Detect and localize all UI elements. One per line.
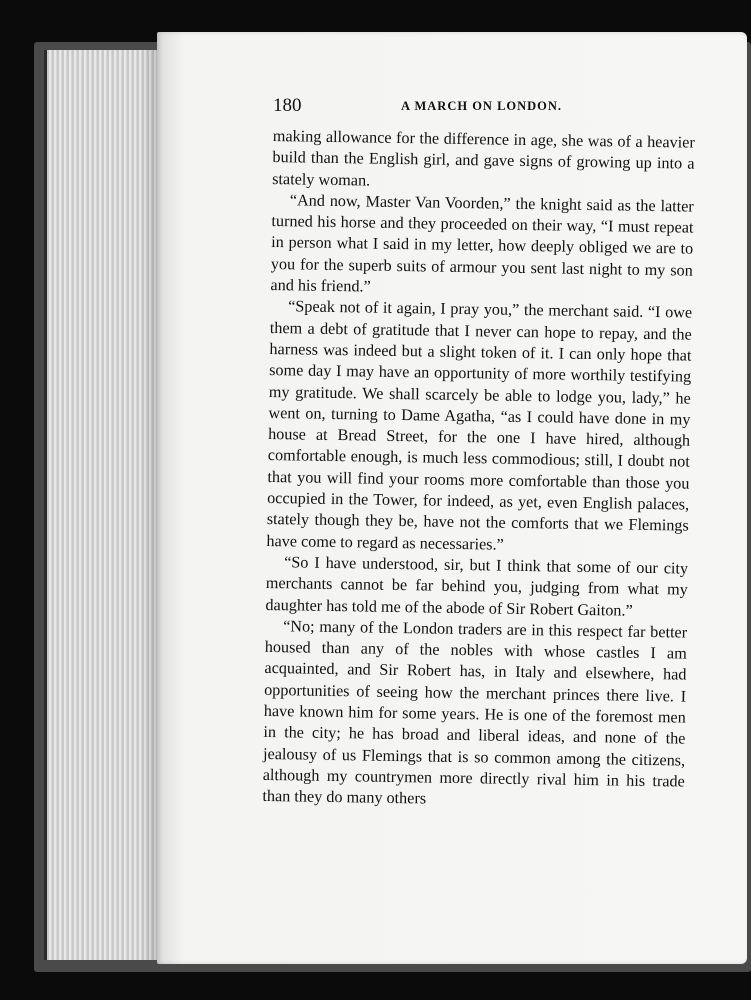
paragraph: making allowance for the difference in age, she was of a heavier build than the English girl, and gave signs of growing up into a stately woman. <box>272 126 695 190</box>
paragraph: “No; many of the London traders are in this respect far better housed than any of the nobles with whose castles I am acquainted, and Sir Robert has, in Italy and elsewhere, had opportunities of seeing how the merchant princes there live. I have known him for some years. He is one of the foremost men in the city; he has broad and liberal ideas, and none of the jealousy of us Flemings that is so common among the citizens, although my countrymen more directly rival him in his trade than they do many others <box>262 617 688 808</box>
running-head <box>273 95 693 115</box>
paragraph: “And now, Master Van Voorden,” the knight said as the latter turned his horse and they proceeded on their way, “I must repeat in person what I said in my letter, how deeply obliged we are to you for the superb suits of armour you sent last night to my son and his friend.” <box>270 191 694 296</box>
book-page <box>157 32 747 964</box>
paragraph: “So I have understood, sir, but I think that some of our city merchants cannot be far behind you, judging from what my daughter has told me of the abode of Sir Robert Gaiton.” <box>265 553 689 620</box>
page-number: 180 <box>273 95 302 116</box>
paragraph: “Speak not of it again, I pray you,” the merchant said. “I owe them a debt of gratitude that I never can hope to repay, and the harness was indeed but a slight token of it. I can only hope that some day I may have an opportunity of more worthily testifying my gratitude. We shall scarcely be able to lodge you, lady,” he went on, turning to Dame Agatha, “as I could have done in my house at Bread Street, for the one I have hired, although comfortable enough, is much less commodious; still, I doubt not that you will find your rooms more comfortable than those you occupied in the Tower, for indeed, as yet, even English palaces, stately though they be, have not the comforts that we Flemings have come to regard as necessaries.” <box>266 297 693 554</box>
running-title: A MARCH ON LONDON. <box>401 99 563 113</box>
body-text <box>262 126 695 814</box>
page-edges <box>44 50 162 960</box>
